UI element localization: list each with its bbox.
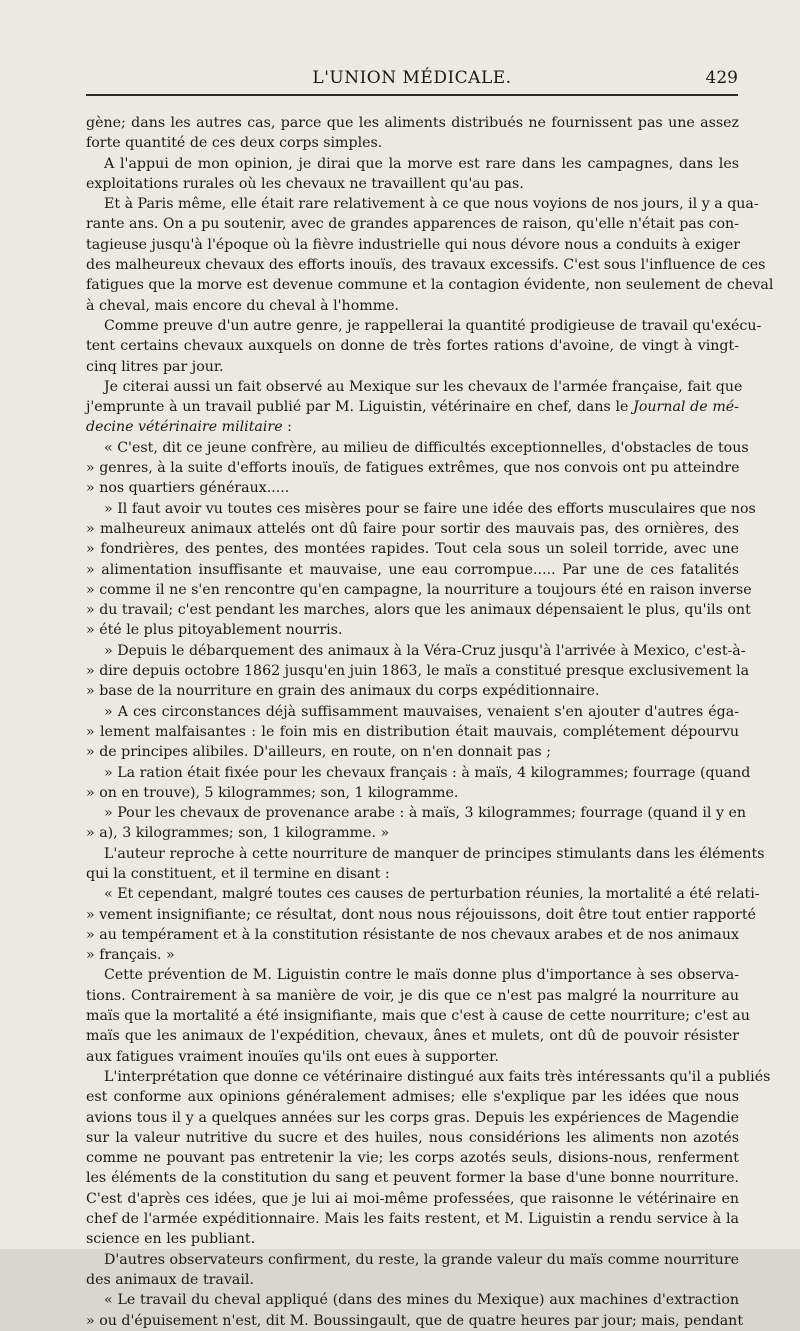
text-line: » alimentation insuffisante et mauvaise, une eau corrompue..... Par une de ces fatalités <box>86 561 739 578</box>
text-line: » Depuis le débarquement des animaux à la Véra-Cruz jusqu'à l'arrivée à Mexico, c'est-à- <box>104 642 746 659</box>
text-line: » fondrières, des pentes, des montées rapides. Tout cela sous un soleil torride, avec une <box>86 541 739 558</box>
text-line: » a), 3 kilogrammes; son, 1 kilogramme. » <box>86 825 390 842</box>
text-line: D'autres observateurs confirment, du reste, la grande valeur du maïs comme nourriture <box>104 1251 739 1268</box>
text-line: j'emprunte à un travail publié par M. Liguistin, vétérinaire en chef, dans le Journal de mé- <box>86 399 739 416</box>
text-line: decine vétérinaire militaire : <box>86 419 292 436</box>
text-line: C'est d'après ces idées, que je lui ai moi-même professées, que raisonne le vétérinaire en <box>86 1190 739 1207</box>
text-line: » de principes alibiles. D'ailleurs, en route, on n'en donnait pas ; <box>86 744 551 761</box>
text-line: maïs que les animaux de l'expédition, chevaux, ânes et mulets, ont dû de pouvoir résister <box>86 1028 739 1045</box>
text-line: » malheureux animaux attelés ont dû faire pour sortir des mauvais pas, des ornières, des <box>86 520 739 537</box>
text-line: rante ans. On a pu soutenir, avec de grandes apparences de raison, qu'elle n'était pas con- <box>86 216 739 233</box>
text-line: » base de la nourriture en grain des animaux du corps expéditionnaire. <box>86 683 600 700</box>
text-line: à cheval, mais encore du cheval à l'homme. <box>86 297 400 314</box>
text-line: fatigues que la morve est devenue commune et la contagion évidente, non seulement de cheval <box>86 277 774 294</box>
text-line: » vement insignifiante; ce résultat, dont nous nous réjouissons, doit être tout entier rapporté <box>86 906 756 923</box>
text-line: » Il faut avoir vu toutes ces misères pour se faire une idée des efforts musculaires que nos <box>104 500 756 517</box>
text-line: science en les publiant. <box>86 1231 256 1248</box>
text-line: tagieuse jusqu'à l'époque où la fièvre industrielle qui nous dévore nous a conduits à exiger <box>86 236 741 253</box>
page-header <box>86 68 738 96</box>
text-line: » dire depuis octobre 1862 jusqu'en juin 1863, le maïs a constitué presque exclusivement la <box>86 663 750 680</box>
text-line: forte quantité de ces deux corps simples. <box>86 135 383 152</box>
text-line: cinq litres par jour. <box>86 358 224 375</box>
text-line: « Et cependant, malgré toutes ces causes de perturbation réunies, la mortalité a été relati- <box>104 886 760 903</box>
text-line: Et à Paris même, elle était rare relativement à ce que nous voyions de nos jours, il y a qua- <box>104 196 759 213</box>
text-line: « Le travail du cheval appliqué (dans des mines du Mexique) aux machines d'extraction <box>104 1292 739 1309</box>
text-line: chef de l'armée expéditionnaire. Mais les faits restent, et M. Liguistin a rendu service à la <box>86 1211 739 1228</box>
text-line: sur la valeur nutritive du sucre et des huiles, nous considérions les aliments non azotés <box>86 1129 739 1146</box>
text-line: des malheureux chevaux des efforts inouïs, des travaux excessifs. C'est sous l'influence de ces <box>86 257 766 274</box>
text-line: exploitations rurales où les chevaux ne travaillent qu'au pas. <box>86 175 524 192</box>
text-line: A l'appui de mon opinion, je dirai que la morve est rare dans les campagnes, dans les <box>104 155 739 172</box>
text-line: est conforme aux opinions généralement admises; elle s'explique par les idées que nous <box>86 1089 739 1106</box>
text-line: maïs que la mortalité a été insignifiante, mais que c'est à cause de cette nourriture; c'est au <box>86 1008 750 1025</box>
text-line: » A ces circonstances déjà suffisamment mauvaises, venaient s'en ajouter d'autres éga- <box>104 703 739 720</box>
text-line: » ou d'épuisement n'est, dit M. Boussingault, que de quatre heures par jour; mais, pendant <box>86 1312 744 1329</box>
page-number: 429 <box>705 68 738 88</box>
text-line: les éléments de la constitution du sang et peuvent former la base d'une bonne nourriture. <box>86 1170 739 1187</box>
text-line: « C'est, dit ce jeune confrère, au milieu de difficultés exceptionnelles, d'obstacles de tous <box>104 439 749 456</box>
text-line: » lement malfaisantes : le foin mis en distribution était mauvais, complétement dépourvu <box>86 723 739 740</box>
text-line: tions. Contrairement à sa manière de voir, je dis que ce n'est pas malgré la nourriture au <box>86 987 739 1004</box>
running-title: L'UNION MÉDICALE. <box>312 68 512 88</box>
text-line: avions tous il y a quelques années sur les corps gras. Depuis les expériences de Magendie <box>86 1109 739 1126</box>
text-line: » du travail; c'est pendant les marches, alors que les animaux dépensaient le plus, qu'ils ont <box>86 602 751 619</box>
text-line: Cette prévention de M. Liguistin contre le maïs donne plus d'importance à ses observa- <box>104 967 739 984</box>
text-line: qui la constituent, et il termine en disant : <box>86 865 390 882</box>
text-line: L'auteur reproche à cette nourriture de manquer de principes stimulants dans les éléments <box>104 845 765 862</box>
text-line: Comme preuve d'un autre genre, je rappellerai la quantité prodigieuse de travail qu'exécu- <box>104 317 762 334</box>
text-line: » on en trouve), 5 kilogrammes; son, 1 kilogramme. <box>86 784 459 801</box>
text-line: aux fatigues vraiment inouïes qu'ils ont eues à supporter. <box>86 1048 499 1065</box>
text-line: tent certains chevaux auxquels on donne de très fortes rations d'avoine, de vingt à vingt- <box>86 338 739 355</box>
text-line: » nos quartiers généraux..... <box>86 480 290 497</box>
text-line: » La ration était fixée pour les chevaux français : à maïs, 4 kilogrammes; fourrage (quand <box>104 764 751 781</box>
text-line: » genres, à la suite d'efforts inouïs, de fatigues extrêmes, que nos convois ont pu atteindre <box>86 460 740 477</box>
article-body <box>86 113 774 1331</box>
text-line: gène; dans les autres cas, parce que les aliments distribués ne fournissent pas une assez <box>86 115 739 131</box>
text-line: comme ne pouvant pas entretenir la vie; les corps azotés seuls, disions-nous, renferment <box>86 1150 739 1167</box>
text-line: des animaux de travail. <box>86 1271 254 1288</box>
text-line: L'interprétation que donne ce vétérinaire distingué aux faits très intéressants qu'il a publiés <box>104 1068 771 1085</box>
text-line: » français. » <box>86 947 175 964</box>
text-line: » comme il ne s'en rencontre qu'en campagne, la nourriture a toujours été en raison inverse <box>86 581 752 598</box>
text-line: » été le plus pitoyablement nourris. <box>86 622 343 639</box>
text-line: » au tempérament et à la constitution résistante de nos chevaux arabes et de nos animaux <box>86 926 739 943</box>
text-line: Je citerai aussi un fait observé au Mexique sur les chevaux de l'armée française, fait que <box>104 378 743 395</box>
text-line: » Pour les chevaux de provenance arabe : à maïs, 3 kilogrammes; fourrage (quand il y en <box>104 805 747 822</box>
